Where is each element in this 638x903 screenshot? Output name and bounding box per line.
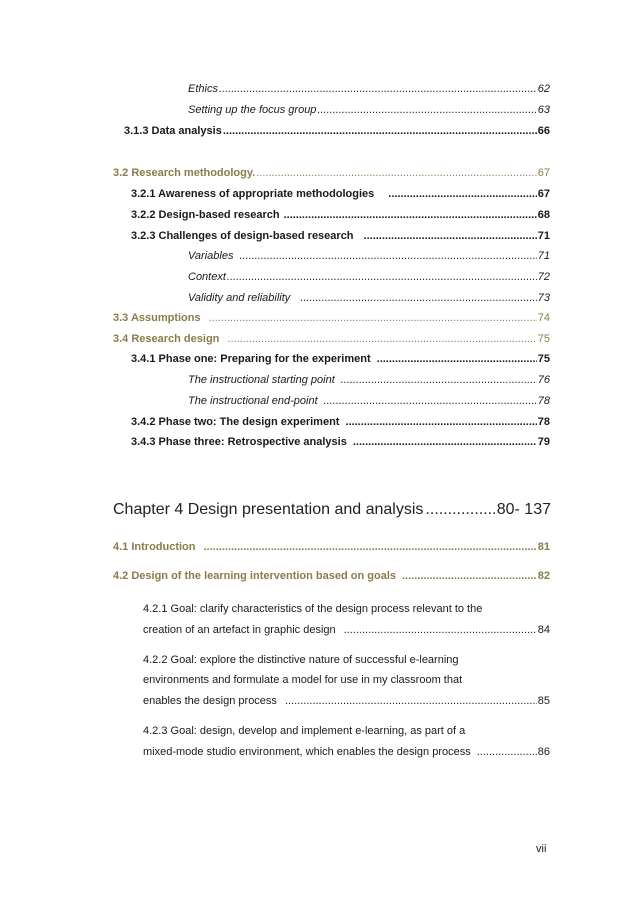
toc-page: 68 xyxy=(537,209,550,221)
toc-leader xyxy=(239,249,536,263)
toc-entry-phase-one xyxy=(131,352,550,366)
toc-title: Ethics xyxy=(188,83,218,95)
toc-page: 74 xyxy=(537,312,550,324)
toc-leader xyxy=(284,208,537,222)
toc-page: 78 xyxy=(537,395,550,407)
toc-title: 3.4 Research design xyxy=(113,333,220,345)
toc-title: enables the design process xyxy=(143,695,277,707)
toc-title: Setting up the focus group xyxy=(188,104,317,116)
toc-entry-goal1 xyxy=(143,623,550,637)
toc-entry-introduction xyxy=(113,540,550,554)
toc-entry-goal3-line1: 4.2.3 Goal: design, develop and implement e-learning, as part of a xyxy=(143,725,466,737)
toc-entry-variables xyxy=(188,249,550,263)
toc-leader xyxy=(345,415,536,429)
toc-title: 3.4.3 Phase three: Retrospective analysis xyxy=(131,436,347,448)
toc-title: 4.1 Introduction xyxy=(113,541,196,553)
toc-entry-goal1-line1: 4.2.1 Goal: clarify characteristics of the design process relevant to the xyxy=(143,603,483,615)
toc-page: 73 xyxy=(537,292,550,304)
toc-entry-focus-group xyxy=(188,103,550,117)
toc-page: 66 xyxy=(537,125,550,137)
toc-leader xyxy=(209,311,537,325)
toc-leader xyxy=(223,124,537,138)
toc-page: 81 xyxy=(537,541,550,553)
toc-entry-goal3 xyxy=(143,745,550,759)
toc-entry-goal2-line2: environments and formulate a model for use in my classroom that xyxy=(143,674,463,686)
toc-title: 4.2 Design of the learning intervention based on goals xyxy=(113,570,396,582)
toc-entry-ethics xyxy=(188,82,550,96)
toc-page: 75 xyxy=(537,353,550,365)
toc-title: 3.2.3 Challenges of design-based research xyxy=(131,230,354,242)
toc-page: 71 xyxy=(537,230,550,242)
toc-page: 63 xyxy=(537,104,550,116)
toc-entry-validity xyxy=(188,291,550,305)
toc-title: 3.2.1 Awareness of appropriate methodologies xyxy=(131,188,375,200)
toc-leader xyxy=(204,540,537,554)
toc-leader xyxy=(425,500,494,520)
toc-entry-challenges xyxy=(131,229,550,243)
toc-entry-research-methodology xyxy=(113,166,550,180)
toc-title: Validity and reliability xyxy=(188,292,291,304)
toc-title: creation of an artefact in graphic design xyxy=(143,624,336,636)
toc-page: 76 xyxy=(537,374,550,386)
toc-page: 67 xyxy=(537,188,550,200)
toc-page: 72 xyxy=(537,271,550,283)
toc-leader xyxy=(317,103,536,117)
toc-leader xyxy=(256,166,537,180)
toc-page: 75 xyxy=(537,333,550,345)
toc-title: The instructional end-point xyxy=(188,395,318,407)
toc-leader xyxy=(300,291,536,305)
toc-page: 79 xyxy=(537,436,550,448)
toc-page: 67 xyxy=(537,167,550,179)
toc-entry-design-based xyxy=(131,208,550,222)
toc-title: The instructional starting point xyxy=(188,374,335,386)
toc-page: 71 xyxy=(537,250,550,262)
toc-entry-research-design xyxy=(113,332,550,346)
toc-title: 3.1.3 Data analysis xyxy=(124,125,222,137)
toc-entry-phase-two xyxy=(131,415,550,429)
page-number: vii xyxy=(536,843,547,855)
toc-page: 85 xyxy=(537,695,550,707)
toc-entry-end-point xyxy=(188,394,550,408)
toc-leader xyxy=(344,623,537,637)
toc-title: 3.4.2 Phase two: The design experiment xyxy=(131,416,340,428)
toc-leader xyxy=(402,569,537,583)
toc-title: Variables xyxy=(188,250,234,262)
toc-leader xyxy=(227,270,537,284)
toc-leader xyxy=(341,373,537,387)
toc-leader xyxy=(324,394,537,408)
toc-page: 84 xyxy=(537,624,550,636)
toc-title: 3.2 Research methodology. xyxy=(113,167,256,179)
toc-entry-starting-point xyxy=(188,373,550,387)
toc-title: 3.3 Assumptions xyxy=(113,312,201,324)
toc-entry-awareness xyxy=(131,187,550,201)
toc-title: Context xyxy=(188,271,226,283)
toc-page: 78 xyxy=(537,416,550,428)
toc-page: 82 xyxy=(537,570,550,582)
toc-title: Chapter 4 Design presentation and analysis xyxy=(113,501,424,518)
toc-page: 80- 137 xyxy=(496,501,551,518)
toc-leader xyxy=(219,82,537,96)
toc-entry-goal2-line1: 4.2.2 Goal: explore the distinctive nature of successful e-learning xyxy=(143,654,459,666)
toc-leader xyxy=(388,187,536,201)
toc-entry-context xyxy=(188,270,550,284)
toc-page: 62 xyxy=(537,83,550,95)
toc-leader xyxy=(364,229,537,243)
toc-title: 3.4.1 Phase one: Preparing for the experiment xyxy=(131,353,371,365)
toc-entry-assumptions xyxy=(113,311,550,325)
toc-leader xyxy=(353,435,537,449)
toc-entry-design-learning xyxy=(113,569,550,583)
toc-entry-chapter-4 xyxy=(113,500,551,520)
toc-title: mixed-mode studio environment, which enables the design process xyxy=(143,746,471,758)
toc-entry-phase-three xyxy=(131,435,550,449)
toc-leader xyxy=(377,352,537,366)
toc-entry-goal2 xyxy=(143,694,550,708)
toc-leader xyxy=(477,745,537,759)
toc-entry-data-analysis xyxy=(124,124,550,138)
toc-leader xyxy=(285,694,537,708)
toc-title: 3.2.2 Design-based research xyxy=(131,209,280,221)
toc-page: 86 xyxy=(537,746,550,758)
toc-leader xyxy=(227,332,536,346)
